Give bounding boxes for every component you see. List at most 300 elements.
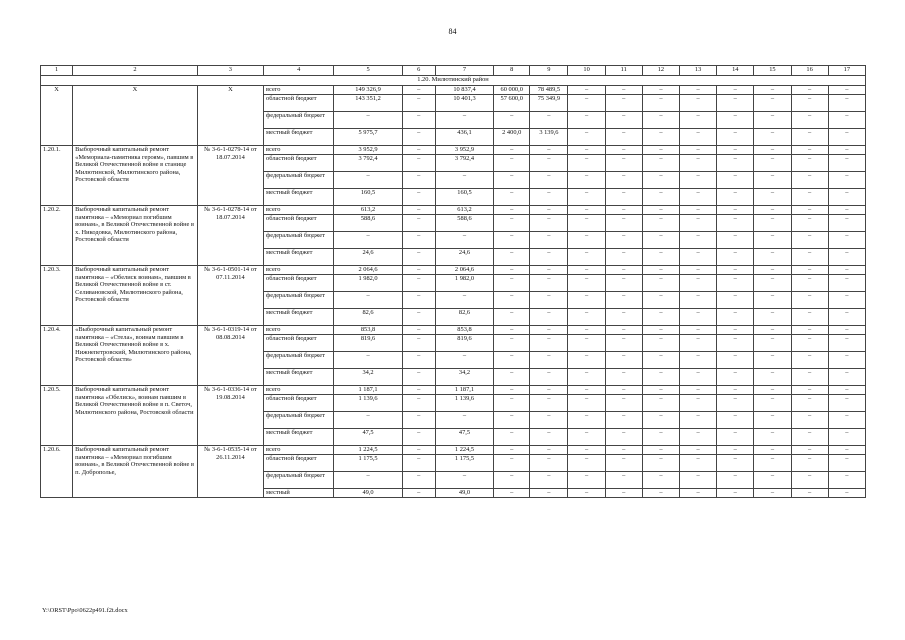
value-cell: – (530, 455, 568, 472)
value-cell: – (530, 489, 568, 498)
value-cell: – (494, 429, 530, 446)
column-number: 9 (530, 66, 568, 76)
value-cell: – (642, 352, 679, 369)
value-cell: – (605, 412, 642, 429)
value-cell: 75 349,9 (530, 95, 568, 112)
value-cell: 2 400,0 (494, 129, 530, 146)
value-cell: – (530, 352, 568, 369)
funding-source: местный бюджет (264, 129, 334, 146)
value-cell: 1 139,6 (334, 395, 402, 412)
value-cell: – (494, 309, 530, 326)
value-cell: – (717, 95, 754, 112)
value-cell: – (680, 275, 717, 292)
value-cell: – (568, 446, 605, 455)
value-cell: – (568, 189, 605, 206)
value-cell: – (791, 155, 828, 172)
value-cell: 160,5 (334, 189, 402, 206)
value-cell: – (754, 292, 791, 309)
value-cell: – (530, 206, 568, 215)
value-cell: – (791, 489, 828, 498)
value-cell: – (680, 95, 717, 112)
funding-source: местный бюджет (264, 429, 334, 446)
value-cell: – (402, 86, 435, 95)
value-cell: – (530, 215, 568, 232)
value-cell: – (402, 232, 435, 249)
value-cell: – (828, 129, 865, 146)
value-cell: – (754, 172, 791, 189)
funding-source: федеральный бюджет (264, 352, 334, 369)
value-cell: – (605, 369, 642, 386)
item-document: № 3-6-1-0535-14 от 26.11.2014 (197, 446, 263, 498)
value-cell: 613,2 (435, 206, 493, 215)
item-number: 1.20.2. (41, 206, 73, 266)
value-cell: – (402, 472, 435, 489)
value-cell: – (568, 86, 605, 95)
value-cell: – (828, 489, 865, 498)
value-cell: – (642, 266, 679, 275)
value-cell: – (754, 155, 791, 172)
value-cell: – (717, 266, 754, 275)
value-cell: – (605, 206, 642, 215)
value-cell: – (717, 472, 754, 489)
value-cell: – (828, 249, 865, 266)
value-cell: – (717, 189, 754, 206)
value-cell: – (791, 146, 828, 155)
value-cell: 1 982,0 (334, 275, 402, 292)
value-cell: – (568, 232, 605, 249)
item-name: «Выборочный капитальный ремонт памятника – «Стела», воинам павшим в Великой Отечественной войне в х. Нижнепетровский, Милютинского района, Ростовской области» (73, 326, 198, 386)
value-cell: – (680, 112, 717, 129)
value-cell: 3 952,9 (435, 146, 493, 155)
value-cell: – (568, 172, 605, 189)
value-cell: 588,6 (435, 215, 493, 232)
value-cell: – (605, 249, 642, 266)
value-cell: 853,8 (334, 326, 402, 335)
value-cell: – (568, 292, 605, 309)
value-cell: – (754, 129, 791, 146)
value-cell: – (680, 292, 717, 309)
value-cell: – (828, 146, 865, 155)
value-cell: 853,8 (435, 326, 493, 335)
value-cell: – (791, 446, 828, 455)
value-cell: – (605, 335, 642, 352)
value-cell: – (334, 112, 402, 129)
value-cell: – (754, 275, 791, 292)
value-cell: – (334, 172, 402, 189)
value-cell: – (642, 369, 679, 386)
value-cell: – (530, 412, 568, 429)
value-cell: – (402, 455, 435, 472)
value-cell: – (680, 455, 717, 472)
value-cell: – (754, 326, 791, 335)
value-cell: – (334, 352, 402, 369)
column-number-row (41, 66, 866, 76)
value-cell: – (568, 335, 605, 352)
value-cell: – (754, 472, 791, 489)
table-row (41, 206, 866, 215)
value-cell: – (680, 489, 717, 498)
value-cell: – (680, 429, 717, 446)
column-number: 1 (41, 66, 73, 76)
value-cell: – (828, 232, 865, 249)
value-cell: – (530, 249, 568, 266)
value-cell: – (494, 155, 530, 172)
value-cell: – (402, 292, 435, 309)
column-number: 13 (680, 66, 717, 76)
value-cell: 3 792,4 (334, 155, 402, 172)
value-cell: – (605, 386, 642, 395)
value-cell: – (642, 155, 679, 172)
value-cell: 24,6 (334, 249, 402, 266)
column-number: 7 (435, 66, 493, 76)
value-cell: – (642, 215, 679, 232)
value-cell: – (494, 335, 530, 352)
value-cell: – (494, 472, 530, 489)
value-cell: – (717, 155, 754, 172)
value-cell: – (754, 395, 791, 412)
value-cell: – (828, 395, 865, 412)
funding-source: местный бюджет (264, 249, 334, 266)
table-row (41, 146, 866, 155)
value-cell: – (642, 275, 679, 292)
funding-source: местный бюджет (264, 189, 334, 206)
value-cell: – (828, 266, 865, 275)
value-cell: 613,2 (334, 206, 402, 215)
value-cell: – (791, 369, 828, 386)
value-cell: – (791, 386, 828, 395)
value-cell: – (642, 472, 679, 489)
value-cell: – (402, 249, 435, 266)
value-cell: – (791, 326, 828, 335)
table-row (41, 446, 866, 455)
value-cell: – (605, 232, 642, 249)
value-cell: – (717, 395, 754, 412)
item-document: № 3-6-1-0279-14 от 18.07.2014 (197, 146, 263, 206)
value-cell: – (605, 472, 642, 489)
item-name: Выборочный капитальный ремонт памятника «Обелиск», воинам павшим в Великой Отечественной войне в п. Светоч, Милютинского района, Ростовской области (73, 386, 198, 446)
value-cell: – (828, 446, 865, 455)
value-cell: – (530, 275, 568, 292)
value-cell: – (680, 395, 717, 412)
value-cell: – (680, 352, 717, 369)
value-cell: 34,2 (334, 369, 402, 386)
value-cell: – (754, 112, 791, 129)
value-cell: – (680, 155, 717, 172)
value-cell: 78 489,5 (530, 86, 568, 95)
value-cell: – (791, 189, 828, 206)
value-cell: – (828, 429, 865, 446)
value-cell: – (605, 146, 642, 155)
value-cell: 57 600,0 (494, 95, 530, 112)
value-cell: – (754, 266, 791, 275)
value-cell: – (402, 412, 435, 429)
value-cell: 819,6 (435, 335, 493, 352)
value-cell: – (334, 472, 402, 489)
table-row (41, 326, 866, 335)
value-cell: 10 837,4 (435, 86, 493, 95)
value-cell: 82,6 (334, 309, 402, 326)
item-number: 1.20.4. (41, 326, 73, 386)
value-cell: – (828, 95, 865, 112)
funding-source: областной бюджет (264, 335, 334, 352)
value-cell: – (754, 412, 791, 429)
value-cell: – (828, 155, 865, 172)
value-cell: – (717, 86, 754, 95)
item-name: Выборочный капитальный ремонт памятника – «Мемориал погибшим воинам», в Великой Отечественной войне в п. Доброполье, (73, 446, 198, 498)
value-cell: – (717, 412, 754, 429)
value-cell: – (402, 309, 435, 326)
value-cell: – (605, 266, 642, 275)
value-cell: – (791, 95, 828, 112)
value-cell: – (642, 129, 679, 146)
value-cell: – (680, 215, 717, 232)
value-cell: – (402, 215, 435, 232)
item-document: X (197, 86, 263, 146)
value-cell: – (642, 386, 679, 395)
column-number: 8 (494, 66, 530, 76)
value-cell: – (605, 395, 642, 412)
column-number: 16 (791, 66, 828, 76)
value-cell: – (791, 292, 828, 309)
value-cell: 60 000,0 (494, 86, 530, 95)
value-cell: – (642, 335, 679, 352)
value-cell: – (494, 206, 530, 215)
value-cell: 160,5 (435, 189, 493, 206)
value-cell: – (568, 309, 605, 326)
value-cell: – (494, 232, 530, 249)
funding-source: всего (264, 266, 334, 275)
funding-source: областной бюджет (264, 455, 334, 472)
value-cell: 49,0 (334, 489, 402, 498)
value-cell: – (494, 369, 530, 386)
value-cell: – (828, 206, 865, 215)
value-cell: – (717, 352, 754, 369)
table-row (41, 86, 866, 95)
value-cell: – (717, 232, 754, 249)
value-cell: – (828, 352, 865, 369)
value-cell: – (402, 429, 435, 446)
value-cell: – (402, 146, 435, 155)
value-cell: – (568, 472, 605, 489)
value-cell: – (642, 429, 679, 446)
value-cell: – (680, 335, 717, 352)
value-cell: – (494, 189, 530, 206)
value-cell: – (754, 446, 791, 455)
value-cell: – (717, 326, 754, 335)
column-number: 4 (264, 66, 334, 76)
value-cell: – (402, 275, 435, 292)
value-cell: – (680, 386, 717, 395)
value-cell: 819,6 (334, 335, 402, 352)
value-cell: – (402, 369, 435, 386)
item-number: 1.20.3. (41, 266, 73, 326)
value-cell: – (642, 309, 679, 326)
value-cell: – (680, 189, 717, 206)
value-cell: – (605, 155, 642, 172)
value-cell: – (754, 215, 791, 232)
funding-source: федеральный бюджет (264, 292, 334, 309)
value-cell: – (568, 215, 605, 232)
value-cell: 1 139,6 (435, 395, 493, 412)
value-cell: 1 982,0 (435, 275, 493, 292)
value-cell: – (754, 86, 791, 95)
value-cell: – (828, 112, 865, 129)
value-cell: – (530, 309, 568, 326)
value-cell: – (754, 352, 791, 369)
value-cell: – (568, 326, 605, 335)
value-cell: 588,6 (334, 215, 402, 232)
value-cell: – (402, 446, 435, 455)
value-cell: – (717, 489, 754, 498)
value-cell: 82,6 (435, 309, 493, 326)
funding-source: всего (264, 386, 334, 395)
value-cell: – (828, 472, 865, 489)
item-number: 1.20.5. (41, 386, 73, 446)
funding-source: всего (264, 146, 334, 155)
value-cell: 24,6 (435, 249, 493, 266)
value-cell: – (642, 95, 679, 112)
value-cell: – (494, 292, 530, 309)
value-cell: 1 224,5 (334, 446, 402, 455)
value-cell: – (402, 395, 435, 412)
value-cell: – (435, 232, 493, 249)
value-cell: 34,2 (435, 369, 493, 386)
value-cell: – (791, 129, 828, 146)
value-cell: – (334, 232, 402, 249)
value-cell: – (494, 412, 530, 429)
value-cell: – (717, 429, 754, 446)
value-cell: – (754, 232, 791, 249)
value-cell: – (494, 395, 530, 412)
value-cell: – (402, 189, 435, 206)
value-cell: – (791, 275, 828, 292)
value-cell: – (791, 86, 828, 95)
value-cell: – (435, 472, 493, 489)
value-cell: – (494, 215, 530, 232)
value-cell: – (494, 489, 530, 498)
value-cell: – (494, 275, 530, 292)
section-row (41, 76, 866, 86)
value-cell: – (568, 412, 605, 429)
value-cell: – (717, 309, 754, 326)
value-cell: – (717, 215, 754, 232)
value-cell: – (402, 172, 435, 189)
funding-source: областной бюджет (264, 275, 334, 292)
value-cell: – (680, 172, 717, 189)
value-cell: – (828, 455, 865, 472)
column-number: 15 (754, 66, 791, 76)
value-cell: – (568, 489, 605, 498)
funding-source: областной бюджет (264, 215, 334, 232)
value-cell: – (642, 232, 679, 249)
value-cell: – (605, 429, 642, 446)
value-cell: – (717, 335, 754, 352)
value-cell: 1 224,5 (435, 446, 493, 455)
value-cell: – (828, 335, 865, 352)
value-cell: – (642, 489, 679, 498)
value-cell: – (754, 429, 791, 446)
value-cell: – (568, 429, 605, 446)
value-cell: – (494, 455, 530, 472)
value-cell: – (717, 446, 754, 455)
column-number: 10 (568, 66, 605, 76)
value-cell: – (791, 352, 828, 369)
value-cell: – (791, 206, 828, 215)
value-cell: – (494, 352, 530, 369)
section-title: 1.20. Милютинский район (41, 76, 866, 86)
value-cell: – (334, 292, 402, 309)
value-cell: – (494, 112, 530, 129)
value-cell: – (605, 352, 642, 369)
footer-file-path: Y:\ORST\Ppo\0622p491.f2t.docx (42, 607, 128, 614)
value-cell: – (530, 335, 568, 352)
value-cell: 436,1 (435, 129, 493, 146)
value-cell: – (791, 112, 828, 129)
value-cell: – (791, 172, 828, 189)
funding-source: областной бюджет (264, 155, 334, 172)
item-document: № 3-6-1-0278-14 от 18.07.2014 (197, 206, 263, 266)
value-cell: – (530, 326, 568, 335)
value-cell: – (828, 292, 865, 309)
value-cell: 1 187,1 (435, 386, 493, 395)
value-cell: – (828, 172, 865, 189)
value-cell: – (605, 275, 642, 292)
value-cell: – (530, 292, 568, 309)
value-cell: – (680, 412, 717, 429)
value-cell: 143 351,2 (334, 95, 402, 112)
value-cell: – (530, 386, 568, 395)
value-cell: – (717, 292, 754, 309)
value-cell: – (568, 395, 605, 412)
column-number: 12 (642, 66, 679, 76)
value-cell: – (642, 446, 679, 455)
value-cell: – (642, 206, 679, 215)
value-cell: – (754, 249, 791, 266)
value-cell: – (605, 86, 642, 95)
item-document: № 3-6-1-0501-14 от 07.11.2014 (197, 266, 263, 326)
value-cell: – (754, 146, 791, 155)
funding-source: областной бюджет (264, 395, 334, 412)
value-cell: – (568, 129, 605, 146)
value-cell: 47,5 (334, 429, 402, 446)
value-cell: – (402, 352, 435, 369)
item-name: Выборочный капитальный ремонт памятника – «Обелиск воинам», павшим в Великой Отечественной войне в ст. Селивановской, Милютинского района, Ростовской области (73, 266, 198, 326)
funding-source: местный бюджет (264, 309, 334, 326)
column-number: 2 (73, 66, 198, 76)
value-cell: – (754, 189, 791, 206)
item-name: X (73, 86, 198, 146)
funding-source: всего (264, 446, 334, 455)
value-cell: – (642, 395, 679, 412)
value-cell: – (568, 266, 605, 275)
value-cell: – (791, 335, 828, 352)
page-number: 84 (448, 27, 457, 36)
value-cell: 3 139,6 (530, 129, 568, 146)
value-cell: – (530, 446, 568, 455)
value-cell: – (642, 292, 679, 309)
value-cell: 47,5 (435, 429, 493, 446)
value-cell: – (530, 112, 568, 129)
value-cell: – (791, 215, 828, 232)
value-cell: – (754, 335, 791, 352)
value-cell: – (605, 446, 642, 455)
value-cell: – (828, 369, 865, 386)
value-cell: – (754, 309, 791, 326)
value-cell: – (402, 112, 435, 129)
value-cell: – (642, 189, 679, 206)
value-cell: – (402, 335, 435, 352)
value-cell: – (605, 112, 642, 129)
